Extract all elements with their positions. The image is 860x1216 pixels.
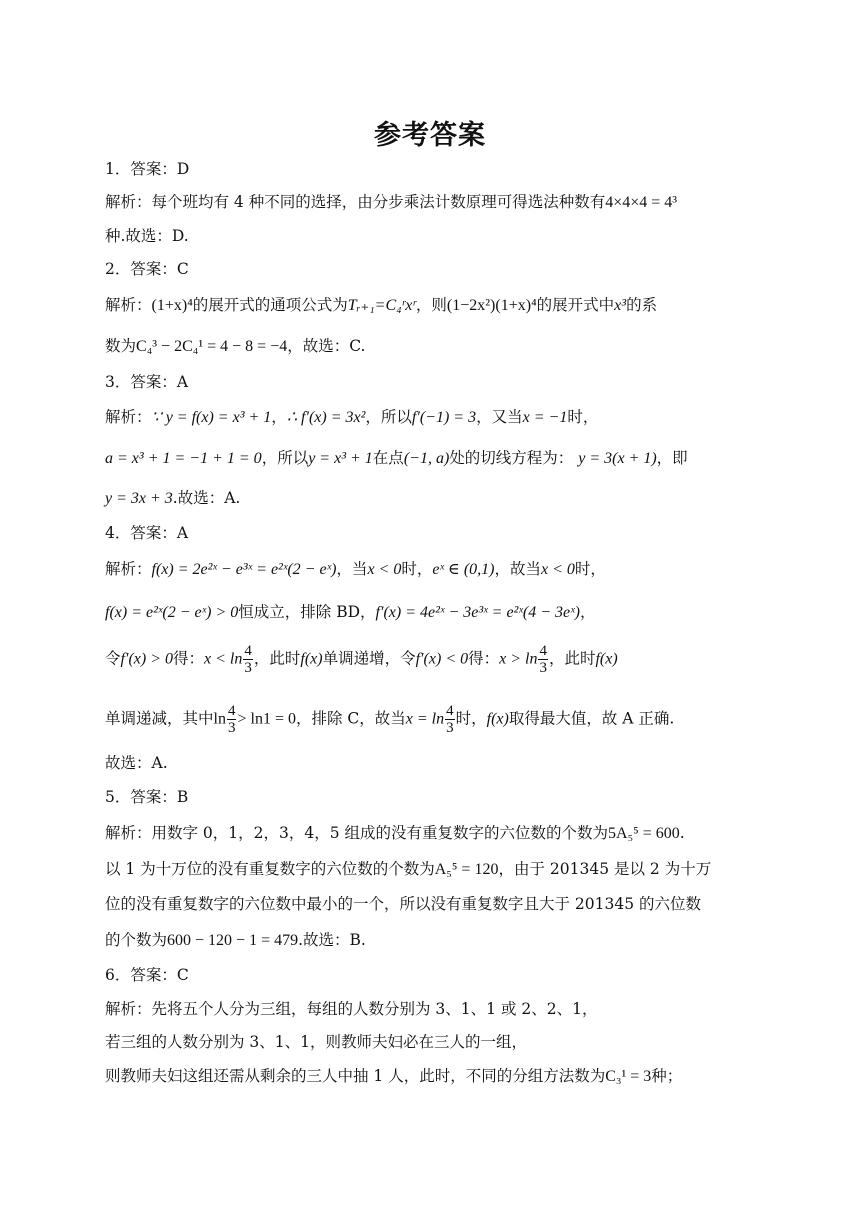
q1-analysis-line-1: 解析：每个班均有 4 种不同的选择，由分步乘法计数原理可得选法种数有4×4×4 = 4³ xyxy=(105,193,678,211)
q6-answer: 6．答案：C xyxy=(105,966,189,984)
q4-answer: 4．答案：A xyxy=(105,524,189,542)
q4-analysis-line-4: 单调递减，其中ln $\frac{4}{3}$ > ln1 = 0，排除 C，故当x = ln $\frac{4}{3}$ 时，f(x)取得最大值，故 A 正确. xyxy=(105,703,675,736)
q1-analysis-line-2: 种.故选：D. xyxy=(105,227,189,245)
q5-analysis-line-3: 位的没有重复数字的六位数中最小的一个，所以没有重复数字且大于 201345 的六位数 xyxy=(105,895,702,913)
q5-analysis-line-2: 以 1 为十万位的没有重复数字的六位数的个数为A₅⁵ = 120，由于 201345 是以 2 为十万 xyxy=(105,860,712,878)
q3-analysis-line-2: a = x³ + 1 = −1 + 1 = 0，所以y = x³ + 1在点(−1, a)处的切线方程为： y = 3(x + 1)，即 xyxy=(105,449,688,467)
q4-analysis-line-5: 故选：A. xyxy=(105,754,168,772)
q5-answer: 5．答案：B xyxy=(105,788,189,806)
q5-analysis-line-1: 解析：用数字 0，1，2，3，4，5 组成的没有重复数字的六位数的个数为5A₅⁵ = 600. xyxy=(105,824,685,842)
fraction-4-3: $\frac{4}{3}$ xyxy=(244,643,252,676)
q4-analysis-line-2: f(x) = e²ˣ(2 − eˣ) > 0恒成立，排除 BD，f′(x) = 4e²ˣ − 3e³ˣ = e²ˣ(4 − 3eˣ)， xyxy=(105,603,596,621)
q6-analysis-line-3: 则教师夫妇这组还需从剩余的三人中抽 1 人，此时，不同的分组方法数为C₃¹ = 3种； xyxy=(105,1067,683,1085)
q1-answer: 1．答案：D xyxy=(105,160,190,178)
q5-analysis-line-4: 的个数为600 − 120 − 1 = 479.故选：B. xyxy=(105,931,366,949)
q4-analysis-line-1: 解析：f(x) = 2e²ˣ − e³ˣ = e²ˣ(2 − eˣ)，当x < 0时，eˣ ∈ (0,1)，故当x < 0时， xyxy=(105,560,606,578)
q6-analysis-line-2: 若三组的人数分别为 3、1、1，则教师夫妇必在三人的一组， xyxy=(105,1033,528,1051)
fraction-4-3: $\frac{4}{3}$ xyxy=(446,703,454,736)
fraction-4-3: $\frac{4}{3}$ xyxy=(227,703,236,736)
fraction-4-3: $\frac{4}{3}$ xyxy=(539,643,547,676)
q2-analysis-line-1: 解析：(1+x)⁴的展开式的通项公式为Tᵣ₊₁=C₄ʳxʳ，则(1−2x²)(1+x)⁴的展开式中x³的系 xyxy=(105,296,658,314)
q2-analysis-line-2: 数为C₄³ − 2C₄¹ = 4 − 8 = −4，故选：C. xyxy=(105,337,366,355)
q2-answer: 2．答案：C xyxy=(105,260,189,278)
q4-analysis-line-3: 令f′(x) > 0得：x < ln $\frac{4}{3}$ ，此时f(x)单调递增，令f′(x) < 0得：x > ln $\frac{4}{3}$ ，此时f(x) xyxy=(105,643,618,676)
q3-analysis-line-1: 解析：∵ y = f(x) = x³ + 1，∴ f′(x) = 3x²，所以f′(−1) = 3，又当x = −1时， xyxy=(105,408,599,426)
q6-analysis-line-1: 解析：先将五个人分为三组，每组的人数分别为 3、1、1 或 2、2、1， xyxy=(105,1000,598,1018)
page-title: 参考答案 xyxy=(374,120,486,151)
q3-answer: 3．答案：A xyxy=(105,373,189,391)
q3-analysis-line-3: y = 3x + 3.故选：A. xyxy=(105,489,241,507)
